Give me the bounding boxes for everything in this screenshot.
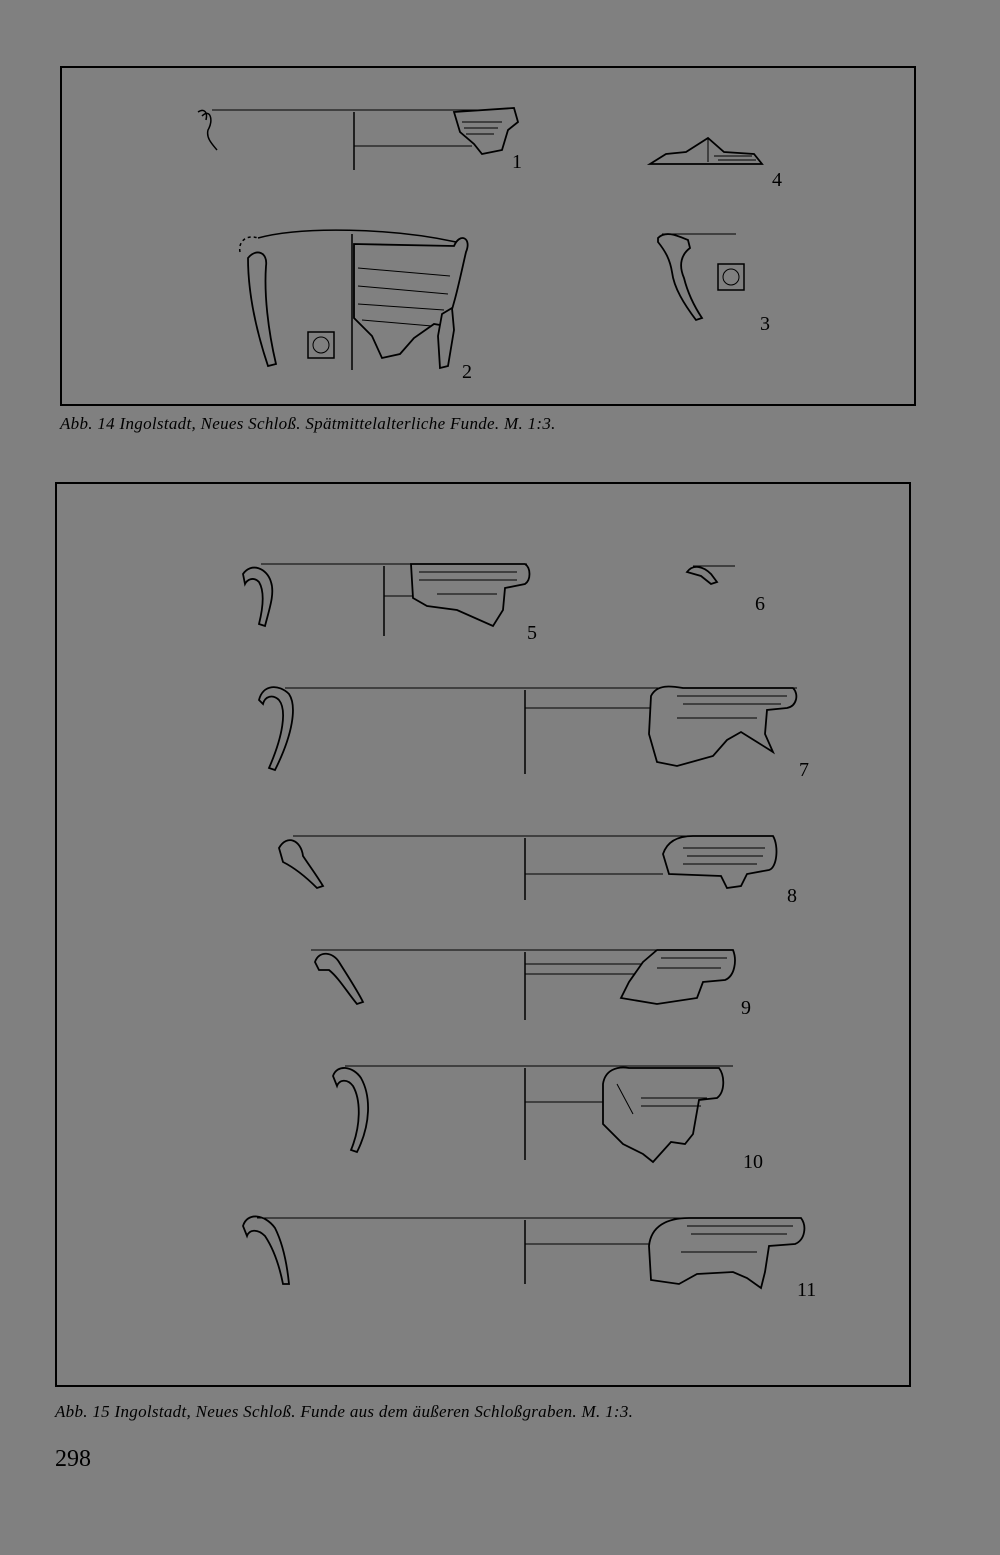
find-11-drawing (243, 1216, 816, 1301)
figure-14-caption: Abb. 14 Ingolstadt, Neues Schloß. Spätmittelalterliche Funde. M. 1:3. (60, 414, 556, 433)
find-number-11: 11 (797, 1279, 817, 1301)
figure-14-frame (60, 66, 916, 406)
find-number-5: 5 (527, 622, 537, 644)
find-number-6: 6 (755, 593, 765, 615)
find-7-drawing (259, 686, 809, 781)
page-number: 298 (55, 1446, 91, 1472)
find-number-1: 1 (512, 151, 522, 173)
find-number-2: 2 (462, 361, 472, 383)
find-number-8: 8 (787, 885, 797, 907)
find-1-drawing (198, 108, 522, 173)
find-8-drawing (279, 836, 797, 907)
find-number-10: 10 (743, 1151, 763, 1173)
find-9-drawing (311, 950, 751, 1020)
find-6-drawing (687, 566, 765, 615)
find-2-drawing (240, 230, 472, 383)
find-3-drawing (658, 234, 770, 335)
find-4-drawing (650, 138, 782, 191)
find-number-9: 9 (741, 997, 751, 1019)
find-number-7: 7 (799, 759, 809, 781)
figure-14-drawings (62, 68, 914, 404)
find-10-drawing (333, 1066, 763, 1173)
figure-15-drawings (57, 484, 909, 1385)
find-5-drawing (243, 564, 537, 644)
figure-15-frame (55, 482, 911, 1387)
find-number-3: 3 (760, 313, 770, 335)
find-number-4: 4 (772, 169, 782, 191)
figure-15-caption: Abb. 15 Ingolstadt, Neues Schloß. Funde aus dem äußeren Schloßgraben. M. 1:3. (55, 1402, 634, 1421)
